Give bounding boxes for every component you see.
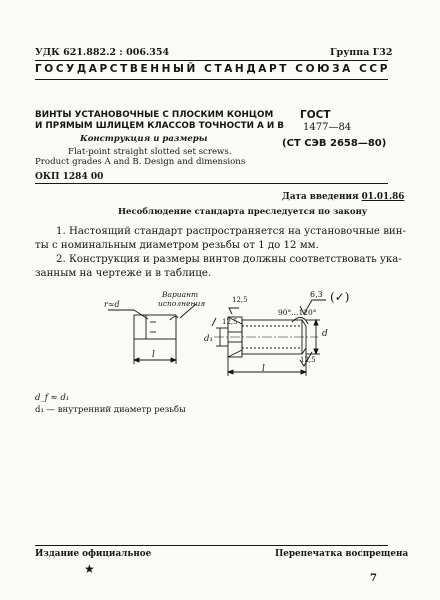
note-df: d_f ≈ d₁: [35, 393, 70, 403]
angle-label: 90°...120°: [278, 308, 317, 317]
gost-cmea: (СТ СЭВ 2658—80): [282, 138, 387, 149]
gost-number: 1477—84: [303, 122, 352, 133]
state-standard-banner: ГОСУДАРСТВЕННЫЙ СТАНДАРТ СОЮЗА ССР: [35, 63, 391, 75]
udk-code: УДК 621.882.2 : 006.354: [35, 47, 170, 58]
title-subtitle: Конструкция и размеры: [80, 134, 208, 144]
page-number: 7: [370, 573, 377, 584]
paragraph-2-line-2: занным на чертеже и в таблице.: [35, 268, 212, 279]
main-length-label: l: [262, 364, 265, 374]
footer-rule: [35, 545, 388, 546]
paragraph-1-line-2: ты с номинальным диаметром резьбы от 1 до 12 мм.: [35, 240, 319, 251]
title-line-1: ВИНТЫ УСТАНОВОЧНЫЕ С ПЛОСКИМ КОНЦОМ: [35, 110, 274, 120]
legal-notice: Несоблюдение стандарта преследуется по закону: [118, 207, 368, 217]
variant-length-label: l: [152, 350, 155, 360]
d-label: d: [322, 329, 328, 339]
official-edition: Издание официальное: [35, 549, 152, 559]
intro-date-value: 01.01.86: [361, 192, 405, 202]
reprint-prohibited: Перепечатка воспрещена: [275, 549, 409, 559]
d1-label: d₁: [204, 334, 213, 344]
variant-label-line-2: исполнения: [158, 299, 206, 308]
note-d1: d₁ — внутренний диаметр резьбы: [35, 405, 186, 415]
title-en-line-2: Product grades A and B. Design and dimensions: [35, 157, 246, 167]
variant-label-line-1: Вариант: [162, 290, 199, 299]
paragraph-2-line-1: 2. Конструкция и размеры винтов должны соответствовать ука-: [56, 254, 402, 265]
roughness-label: 6,3: [310, 290, 323, 299]
intro-date-label: Дата введения: [282, 192, 359, 202]
radius-label: r≈d: [104, 300, 120, 309]
group-code: Группа Г32: [330, 47, 393, 58]
roughness-value-1: 12,5: [222, 318, 238, 326]
roughness-value-3: 12,5: [300, 356, 316, 364]
okp-code: ОКП 1284 00: [35, 172, 104, 182]
gost-label: ГОСТ: [300, 109, 331, 121]
title-en-line-1: Flat-point straight slotted set screws.: [68, 147, 232, 157]
star-icon: ★: [84, 562, 95, 576]
title-line-2: И ПРЯМЫМ ШЛИЦЕМ КЛАССОВ ТОЧНОСТИ А И В: [35, 121, 284, 131]
roughness-value-2: 12,5: [232, 296, 248, 304]
paragraph-1-line-1: 1. Настоящий стандарт распространяется на установочные вин-: [56, 226, 406, 237]
roughness-check-mark: (✓): [330, 290, 350, 304]
